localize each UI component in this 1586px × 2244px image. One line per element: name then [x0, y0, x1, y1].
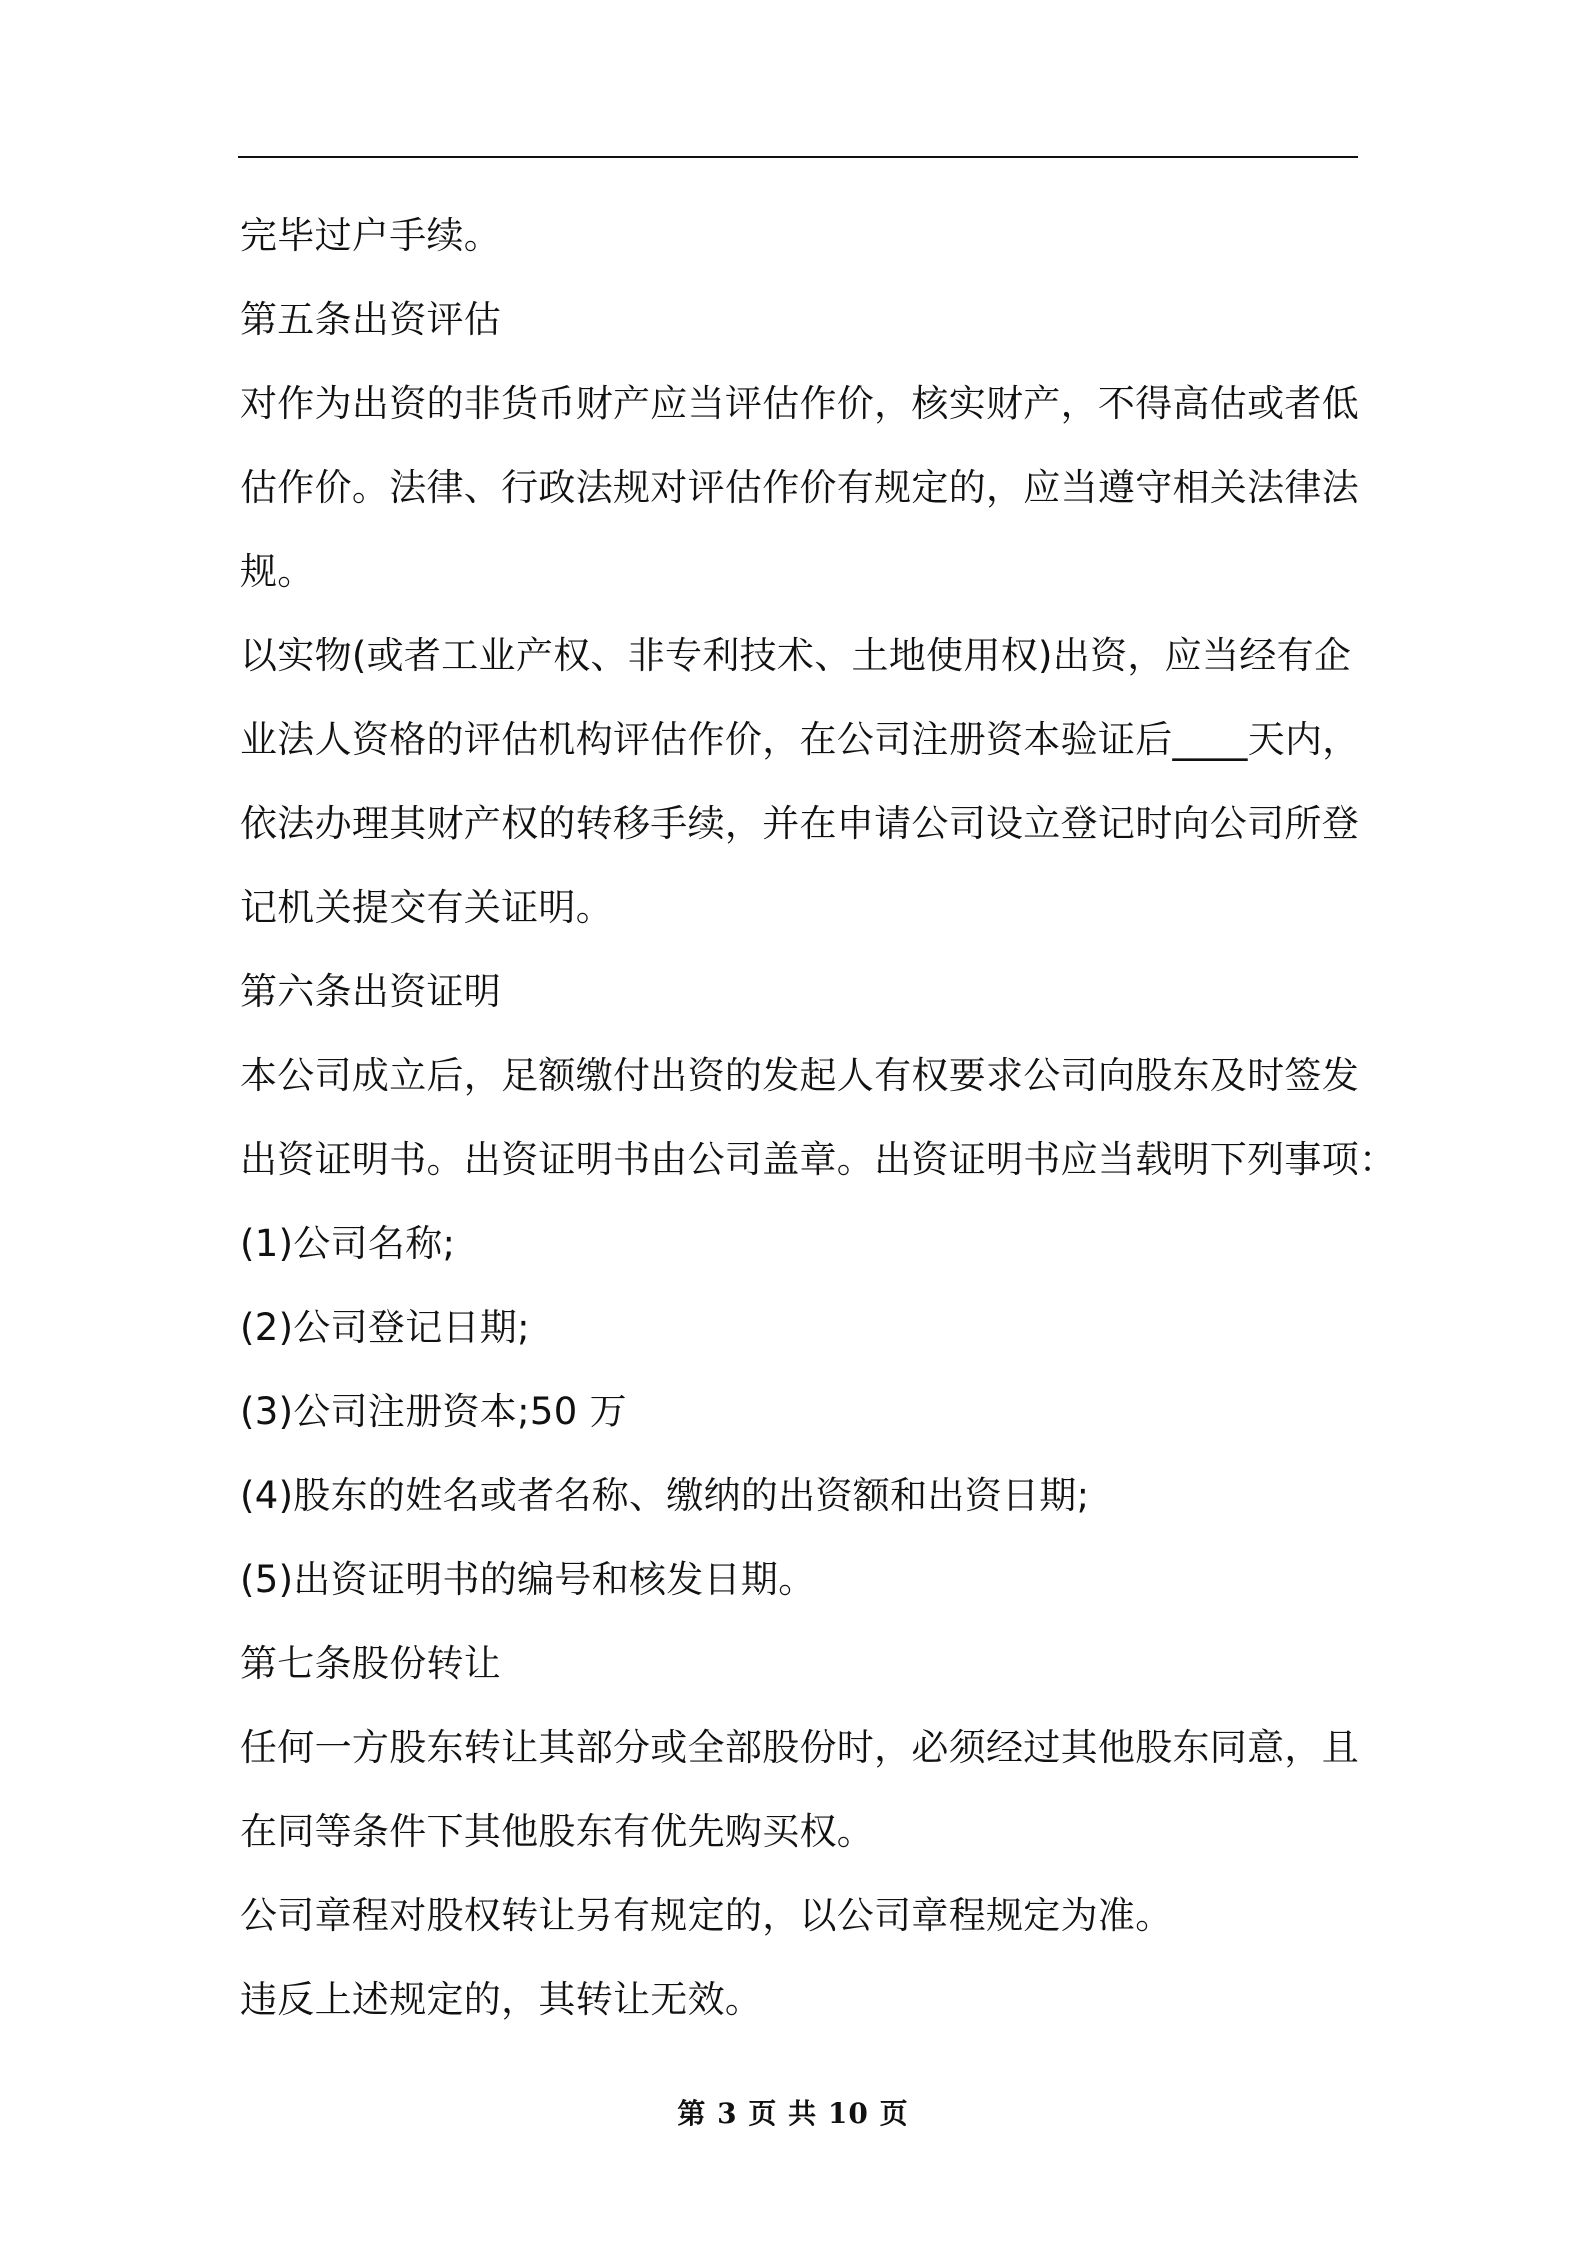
text-line: 以实物(或者工业产权、非专利技术、土地使用权)出资，应当经有企 [240, 634, 1352, 677]
text-line: 出资证明书。出资证明书由公司盖章。出资证明书应当载明下列事项： [240, 1138, 1397, 1181]
text-line: 依法办理其财产权的转移手续，并在申请公司设立登记时向公司所登 [240, 802, 1359, 845]
header-rule [238, 156, 1358, 158]
list-item: (5)出资证明书的编号和核发日期。 [240, 1558, 816, 1601]
text-line: 记机关提交有关证明。 [240, 886, 613, 929]
list-item: (1)公司名称; [240, 1222, 456, 1265]
list-item: (3)公司注册资本;50 万 [240, 1390, 627, 1433]
text-line: 规。 [240, 550, 315, 593]
text-line: 本公司成立后，足额缴付出资的发起人有权要求公司向股东及时签发 [240, 1054, 1359, 1097]
text-line: 估作价。法律、行政法规对评估作价有规定的，应当遵守相关法律法 [240, 466, 1359, 509]
text-line: 业法人资格的评估机构评估作价，在公司注册资本验证后____天内， [240, 718, 1360, 761]
section-heading: 第六条出资证明 [240, 970, 502, 1013]
section-heading: 第七条股份转让 [240, 1642, 502, 1685]
document-body [240, 194, 1397, 2042]
text-line: 对作为出资的非货币财产应当评估作价，核实财产，不得高估或者低 [240, 382, 1359, 425]
page-number: 第 3 页 共 10 页 [677, 2097, 909, 2130]
section-heading: 第五条出资评估 [240, 298, 502, 341]
text-line: 任何一方股东转让其部分或全部股份时，必须经过其他股东同意，且 [240, 1726, 1359, 1769]
text-line: 公司章程对股权转让另有规定的，以公司章程规定为准。 [240, 1894, 1173, 1937]
list-item: (4)股东的姓名或者名称、缴纳的出资额和出资日期; [240, 1474, 1090, 1517]
text-line: 在同等条件下其他股东有优先购买权。 [240, 1810, 875, 1853]
text-line: 完毕过户手续。 [240, 214, 502, 257]
list-item: (2)公司登记日期; [240, 1306, 530, 1349]
text-line: 违反上述规定的，其转让无效。 [240, 1978, 763, 2021]
